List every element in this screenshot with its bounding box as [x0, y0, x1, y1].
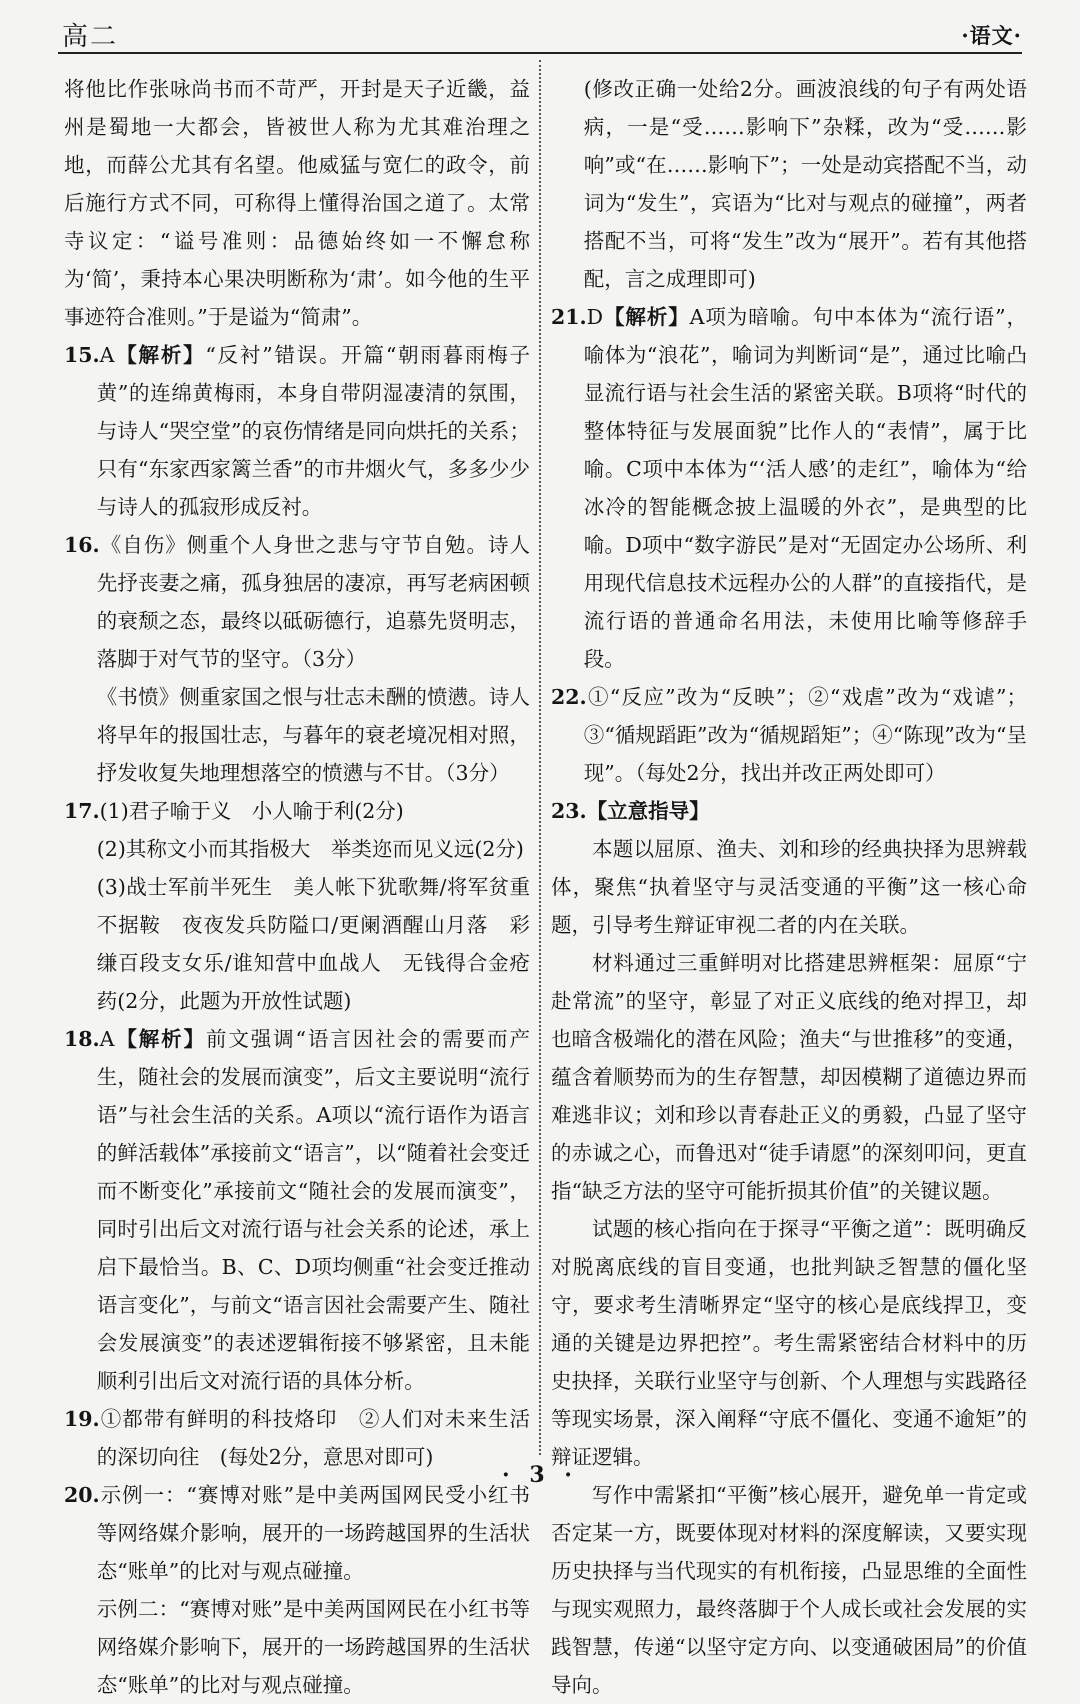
- q23-paragraph-1: 本题以屈原、渔夫、刘和珍的经典抉择为思辨载体，聚焦“执着坚守与灵活变通的平衡”这一核心命题，引导考生辩证审视二者的内在关联。: [551, 837, 1027, 937]
- q23-paragraph-3: 试题的核心指向在于探寻“平衡之道”：既明确反对脱离底线的盲目变通，也批判缺乏智慧的僵化坚守，要求考生清晰界定“坚守的核心是底线捍卫，变通的关键是边界把控”。考生需紧密结合材料中的历史抉择，关联行业坚守与创新、个人理想与实践路径等现实场景，深入阐释“守底不僵化、变通不逾矩”的辩证逻辑。: [551, 1217, 1027, 1469]
- q20-example-1: 示例一：“赛博对账”是中美两国网民受小红书等网络媒介影响，展开的一场跨越国界的生活状态“账单”的比对与观点碰撞。: [96, 1483, 530, 1583]
- q18-choice: A: [99, 1027, 115, 1051]
- q16-part-2: 《书愤》侧重家国之恨与壮志未酬的愤懑。诗人将早年的报国壮志，与暮年的衰老境况相对照，抒发收复失地理想落空的愤懑与不甘。（3分）: [96, 685, 530, 785]
- q22-text: ①“反应”改为“反映”；②“戏虐”改为“戏谑”；③“循规蹈距”改为“循规蹈矩”；④“陈现”改为“呈现”。（每处2分，找出并改正两处即可）: [583, 685, 1027, 785]
- answer-15: [64, 336, 530, 526]
- q17-line-2: (2)其称文小而其指极大 举类迩而见义远(2分): [96, 837, 524, 861]
- q15-tag: 【解析】: [114, 343, 206, 367]
- answer-22: [551, 678, 1027, 792]
- q23-paragraph-2: 材料通过三重鲜明对比搭建思辨框架：屈原“宁赴常流”的坚守，彰显了对正义底线的绝对捍卫，却也暗含极端化的潜在风险；渔夫“与世推移”的变通，蕴含着顺势而为的生存智慧，却因模糊了道德边界而难逃非议；刘和珍以青春赴正义的勇毅，凸显了坚守的赤诚之心，而鲁迅对“徒手请愿”的深刻叩问，更直指“缺乏方法的坚守可能折损其价值”的关键议题。: [551, 951, 1027, 1203]
- q15-number: 15.: [64, 343, 100, 367]
- answer-21: [551, 298, 1027, 678]
- q20-example-2: 示例二：“赛博对账”是中美两国网民在小红书等网络媒介影响下，展开的一场跨越国界的生活状态“账单”的比对与观点碰撞。: [96, 1597, 530, 1697]
- answer-23: [551, 792, 1027, 1704]
- answer-20: [64, 1476, 530, 1704]
- right-column: [551, 70, 1027, 1704]
- q23-tag: 【立意指导】: [586, 799, 710, 823]
- answer-18: [64, 1020, 530, 1400]
- q21-tag: 【解析】: [603, 305, 690, 329]
- q23-number: 23.: [551, 799, 587, 823]
- header-rule: [58, 52, 1022, 54]
- q17-number: 17.: [64, 799, 100, 823]
- q17-line-3: (3)战士军前半死生 美人帐下犹歌舞/将军贫重不据鞍 夜夜发兵防隘口/更阑酒醒山月落 彩缣百段支女乐/谁知营中血战人 无钱得合金疮药(2分，此题为开放性试题): [96, 875, 530, 1013]
- q18-number: 18.: [64, 1027, 100, 1051]
- page-header: [62, 10, 1022, 56]
- q19-text: ①都带有鲜明的科技烙印 ②人们对未来生活的深切向往 (每处2分，意思对即可): [96, 1407, 530, 1469]
- left-column: [64, 70, 530, 1704]
- q16-part-1: 《自伤》侧重个人身世之悲与守节自勉。诗人先抒丧妻之痛，孤身独居的凄凉，再写老病困顿的衰颓之态，最终以砥砺德行，追慕先贤明志，落脚于对气节的坚守。（3分）: [96, 533, 530, 671]
- q17-line-1: (1)君子喻于义 小人喻于利(2分): [99, 799, 404, 823]
- q15-explanation: “反衬”错误。开篇“朝雨暮雨梅子黄”的连绵黄梅雨，本身自带阴湿凄清的氛围，与诗人“哭空堂”的哀伤情绪是同向烘托的关系；只有“东家西家篱兰香”的市井烟火气，多多少少与诗人的孤寂形成反衬。: [96, 343, 530, 519]
- q18-tag: 【解析】: [114, 1027, 206, 1051]
- answer-16: [64, 526, 530, 792]
- q19-number: 19.: [64, 1407, 100, 1431]
- q15-choice: A: [99, 343, 115, 367]
- header-grade: 高二: [62, 22, 119, 52]
- q21-number: 21.: [551, 305, 587, 329]
- page-number: · 3 ·: [502, 1462, 578, 1488]
- q20-number: 20.: [64, 1483, 100, 1507]
- q14-translation-continued: 将他比作张咏尚书而不苛严，开封是天子近畿，益州是蜀地一大都会，皆被世人称为尤其难治理之地，而薛公尤其有名望。他威猛与宽仁的政令，前后施行方式不同，可称得上懂得治国之道了。太常寺议定：“谥号准则：品德始终如一不懈怠称为‘简’，秉持本心果决明断称为‘肃’。如今他的生平事迹符合准则。”于是谥为“简肃”。: [64, 77, 530, 329]
- q16-number: 16.: [64, 533, 100, 557]
- q23-paragraph-4: 写作中需紧扣“平衡”核心展开，避免单一肯定或否定某一方，既要体现对材料的深度解读，又要实现历史抉择与当代现实的有机衔接，凸显思维的全面性与现实观照力，最终落脚于个人成长或社会发展的实践智慧，传递“以坚守定方向、以变通破困局”的价值导向。: [551, 1483, 1027, 1697]
- q21-choice: D: [586, 305, 604, 329]
- answer-17: [64, 792, 530, 1020]
- q22-number: 22.: [551, 685, 587, 709]
- q21-explanation: A项为暗喻。句中本体为“流行语”，喻体为“浪花”，喻词为判断词“是”，通过比喻凸显流行语与社会生活的紧密关联。B项将“时代的整体特征与发展面貌”比作人的“表情”，属于比喻。C项中本体为“‘活人感’的走红”，喻体为“给冰冷的智能概念披上温暖的外衣”，是典型的比喻。D项中“数字游民”是对“无固定办公场所、利用现代信息技术远程办公的人群”的直接指代，是流行语的普通命名用法，未使用比喻等修辞手段。: [583, 305, 1028, 671]
- q18-explanation: 前文强调“语言因社会的需要而产生，随社会的发展而演变”，后文主要说明“流行语”与社会生活的关系。A项以“流行语作为语言的鲜活载体”承接前文“语言”，以“随着社会变迁而不断变化”承接前文“随社会的发展而演变”，同时引出后文对流行语与社会关系的论述，承上启下最恰当。B、C、D项均侧重“社会变迁推动语言变化”，与前文“语言因社会需要产生、随社会发展演变”的表述逻辑衔接不够紧密，且未能顺利引出后文对流行语的具体分析。: [96, 1027, 530, 1393]
- column-divider: [539, 60, 541, 1455]
- q20-grading-note: (修改正确一处给2分。画波浪线的句子有两处语病，一是“受……影响下”杂糅，改为“受……影响”或“在……影响下”；一处是动宾搭配不当，动词为“发生”，宾语为“比对与观点的碰撞”，两者搭配不当，可将“发生”改为“展开”。若有其他搭配，言之成理即可): [583, 77, 1027, 291]
- header-subject: ·语文·: [961, 23, 1022, 48]
